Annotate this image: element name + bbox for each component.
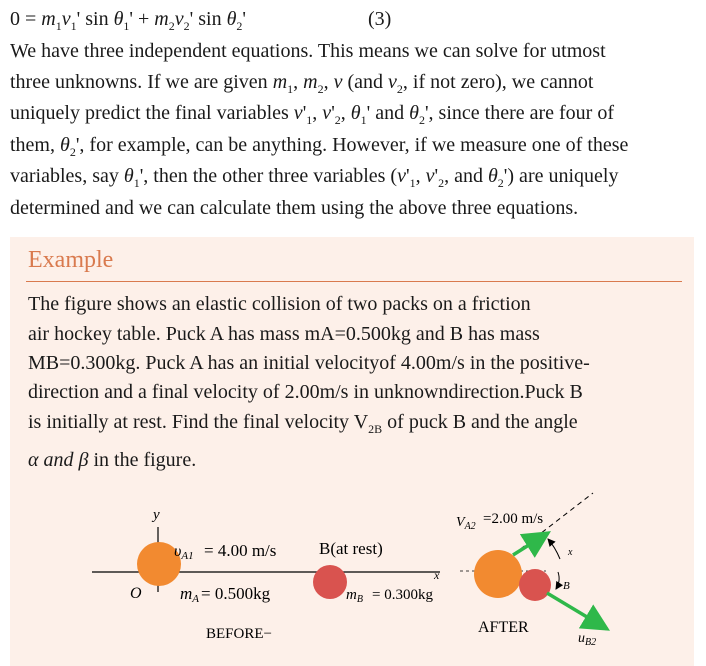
paragraph-line-3: uniquely predict the final variables $v'_1$, $v'_2$, $\theta_1'$ and $\theta_2'$, since there are four of [10,102,614,127]
mb-symbol: $m_B$ [346,587,363,605]
va2-arrow [513,533,548,555]
puck-a-after [474,550,522,598]
x-axis-label-before: x [434,568,440,582]
example-title: Example [28,247,114,273]
collision-figure [10,237,694,666]
alpha-arc [548,539,560,559]
before-label: BEFORE− [206,626,272,642]
mb-label: = 0.300kg [372,587,433,603]
origin-label: O [130,585,142,602]
equation-number: (3) [368,8,392,30]
after-label: AFTER [478,619,529,636]
ma-label: = 0.500kg [201,584,271,603]
paragraph-line-6: determined and we can calculate them using the above three equations. [10,197,579,219]
x-axis-label-after: x [568,547,573,558]
b-at-rest-label: B(at rest) [319,539,383,558]
paragraph-line-1: We have three independent equations. This means we can solve for utmost [10,40,606,62]
va1-symbol: υA1 [174,543,194,562]
example-box [10,237,694,666]
example-line-6: α and β in the figure. [28,449,197,471]
vb2-arrow [547,593,607,629]
y-axis-label: y [153,507,160,523]
paragraph-line-4: them, $\theta_2'$, for example, can be anything. However, if we measure one of these [10,134,629,159]
puck-b-after [519,569,551,601]
ma-symbol: mA [180,584,200,605]
vb2-label: $u_{B2}$ [578,631,597,648]
va2-symbol: $V_{A2}$ [456,515,476,532]
paragraph-line-5: variables, say $\theta_1'$, then the other three variables ($v'_1$, $v'_2$, and $\theta_2'$) are uniquely [10,165,619,190]
beta-arc [556,572,559,589]
example-line-5: is initially at rest. Find the final velocity $V_{2B}$ of puck B and the angle [28,411,578,436]
example-line-1: The figure shows an elastic collision of two packs on a friction [28,293,531,315]
equation-3: $0 = m_1v_1'$ $\sin \theta_1' + m_2v_2'$ $\sin \theta_2'$ (3) [10,8,392,33]
b-label-after: B [563,580,570,592]
va1-label: = 4.00 m/s [204,541,277,560]
puck-b-before [313,565,347,599]
paragraph-line-2: three unknowns. If we are given $m_1$, $m_2$, v (and $v_2$, if not zero), we cannot [10,71,594,96]
va2-label: =2.00 m/s [483,511,544,527]
example-line-2: air hockey table. Puck A has mass mA=0.500kg and B has mass [28,323,540,345]
example-line-4: direction and a final velocity of 2.00m/s in unknowndirection.Puck B [28,381,583,403]
example-line-3: MB=0.300kg. Puck A has an initial velocityof 4.00m/s in the positive- [28,352,590,374]
